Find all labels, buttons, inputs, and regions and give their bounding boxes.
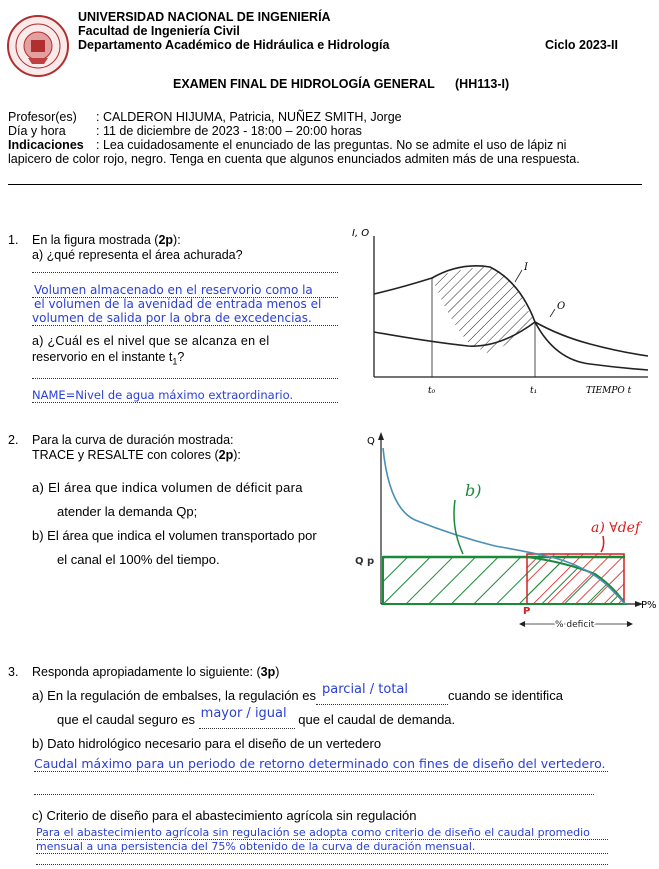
q3-answer-flow: mayor / igual <box>200 706 287 721</box>
t0-label: t₀ <box>428 386 436 396</box>
date-label: Día y hora <box>8 124 66 138</box>
professor-value: : CALDERON HIJUMA, Patricia, NUÑEZ SMITH, Jorge <box>96 110 402 124</box>
deficit-label: % deficit <box>555 620 595 630</box>
q1-part-a: a) ¿qué representa el área achurada? <box>32 248 243 262</box>
q2-part-a-line1: a) El área que indica volumen de déficit para <box>32 480 303 495</box>
department-name: Departamento Académico de Hidráulica e Hidrología <box>78 38 390 52</box>
q1-answer-2: NAME=Nivel de agua máximo extraordinario. <box>32 388 338 403</box>
instructions-value-2: lapicero de color rojo, negro. Tenga en cuenta que algunos enunciados admiten más de una respuesta. <box>8 152 580 166</box>
instructions-label: Indicaciones <box>8 138 84 152</box>
answer-line <box>36 864 608 865</box>
q1-part-a2-line2: reservorio en el instante $t_1$? <box>32 350 185 367</box>
cycle-label: Ciclo 2023-II <box>545 38 618 52</box>
handwritten-a: a) ∀def <box>591 520 641 536</box>
q3-part-a-line2: que el caudal seguro es mayor / igual que el caudal de demanda. <box>57 706 456 727</box>
q3-part-a-line1: a) En la regulación de embalses, la regulación es parcial / total cuando se identifica <box>32 682 563 703</box>
x-axis-label: TIEMPO t <box>586 386 632 396</box>
q2-statement-line1: Para la curva de duración mostrada: <box>32 433 234 447</box>
t1-label: t₁ <box>530 386 538 396</box>
curve-O-label: O <box>557 301 566 312</box>
course-code: (HH113-I) <box>455 77 510 91</box>
q2-number: 2. <box>8 433 19 447</box>
q2-statement-line2: TRACE y RESALTE con colores (2p): <box>32 448 241 462</box>
q2-part-b-line2: el canal el 100% del tiempo. <box>57 552 220 567</box>
q3-number: 3. <box>8 665 19 679</box>
q3-part-b: b) Dato hidrológico necesario para el diseño de un vertedero <box>32 736 382 751</box>
q1-part-a2-line1: a) ¿Cuál es el nivel que se alcanza en el <box>32 334 270 348</box>
y-axis-label: I, O <box>352 228 370 239</box>
answer-line <box>32 272 338 273</box>
hydrograph-figure <box>350 222 652 404</box>
faculty-name: Facultad de Ingeniería Civil <box>78 24 240 38</box>
duration-curve-figure <box>355 428 657 638</box>
q3-answer-c-line2: mensual a una persistencia del 75% obtenido de la curva de duración mensual. <box>36 840 608 854</box>
q1-number: 1. <box>8 233 19 247</box>
curve-I-label: I <box>524 262 528 273</box>
q2-part-a-line2: atender la demanda Qp; <box>57 504 198 519</box>
p-marker: P <box>523 606 531 617</box>
professor-label: Profesor(es) <box>8 110 77 124</box>
date-value: : 11 de diciembre de 2023 - 18:00 – 20:00 horas <box>96 124 362 138</box>
q1-answer-line3: volumen de salida por la obra de excedencias. <box>32 311 338 326</box>
q3-part-c: c) Criterio de diseño para el abastecimiento agrícola sin regulación <box>32 808 417 823</box>
q1-statement: En la figura mostrada (2p): <box>32 233 181 247</box>
answer-line <box>32 378 338 379</box>
q2-part-b-line1: b) El área que indica el volumen transportado por <box>32 528 317 543</box>
q3-answer-c-line1: Para el abastecimiento agrícola sin regulación se adopta como criterio de diseño el caudal promedio <box>36 826 608 840</box>
qp-label: Q p <box>355 556 375 567</box>
header-divider <box>8 184 642 185</box>
q3-answer-regulation: parcial / total <box>322 682 409 697</box>
q1-answer-line1: Volumen almacenado en el reservorio como la <box>34 283 313 297</box>
storage-hatched-area <box>432 267 535 354</box>
instructions-value: : Lea cuidadosamente el enunciado de las preguntas. No se admite el uso de lápiz ni <box>96 138 567 152</box>
exam-title: EXAMEN FINAL DE HIDROLOGÍA GENERAL <box>173 77 435 91</box>
q3-statement: Responda apropiadamente lo siguiente: (3p) <box>32 665 280 679</box>
university-name: UNIVERSIDAD NACIONAL DE INGENIERÍA <box>78 10 331 24</box>
q3-answer-b: Caudal máximo para un periodo de retorno determinado con fines de diseño del vertedero. <box>34 756 608 772</box>
p-percent-label: P% <box>641 600 657 611</box>
answer-line <box>34 794 594 795</box>
university-seal-logo <box>6 6 70 90</box>
q1-answer-line2: el volumen de la avenidad de entrada menos el <box>34 297 322 311</box>
q-axis-label: Q <box>367 436 375 447</box>
handwritten-b: b) <box>465 481 482 500</box>
